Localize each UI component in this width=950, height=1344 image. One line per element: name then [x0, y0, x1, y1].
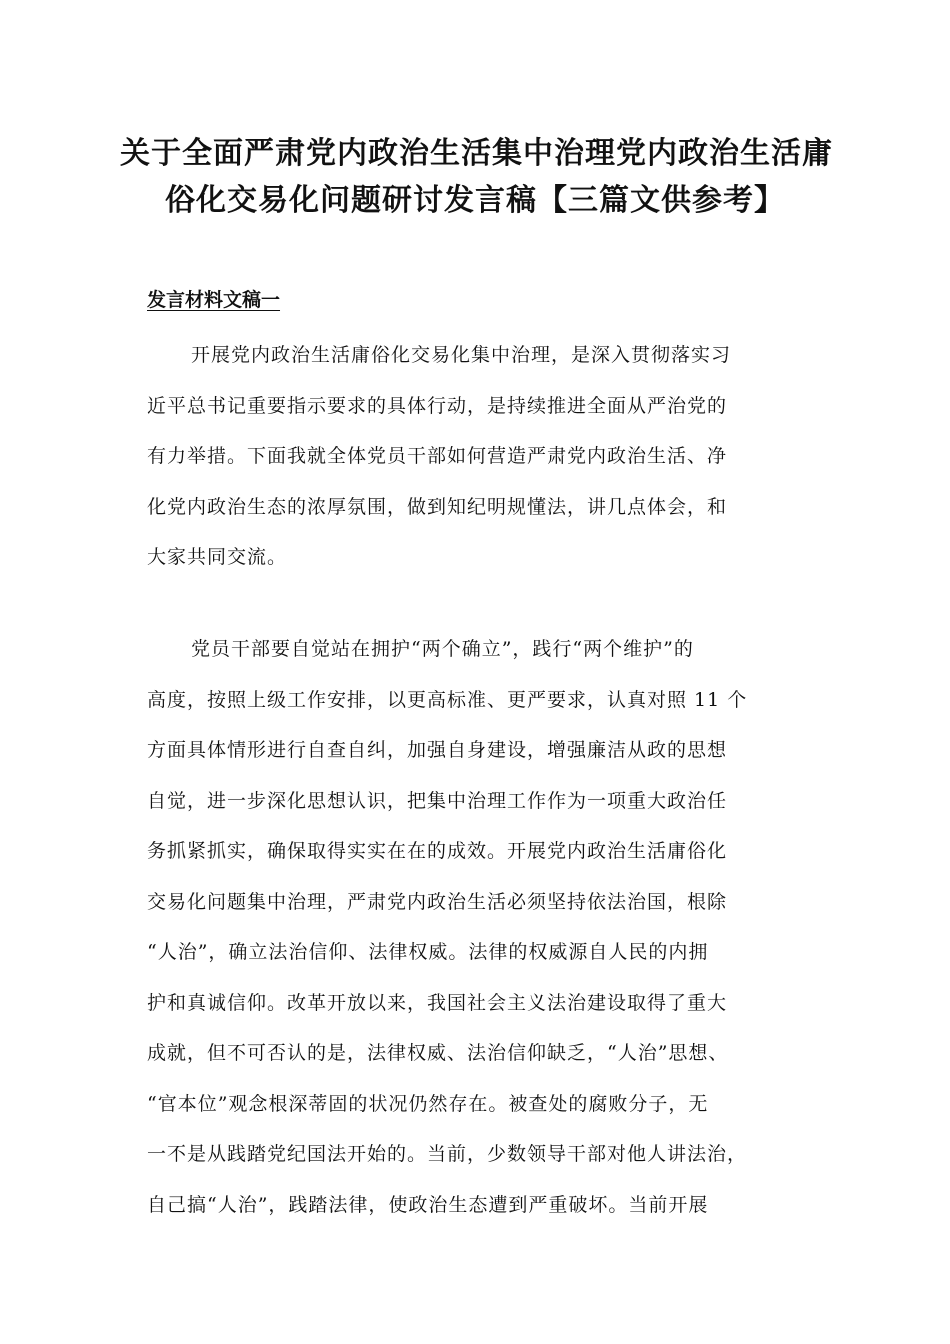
paragraph-line: 护和真诚信仰。改革开放以来，我国社会主义法治建设取得了重大: [147, 991, 728, 1014]
paragraph-line: 交易化问题集中治理，严肃党内政治生活必须坚持依法治国，根除: [147, 890, 728, 913]
paragraph-line: 成就，但不可否认的是，法律权威、法治信仰缺乏，“人治”思想、: [147, 1042, 729, 1064]
paragraph: [147, 624, 803, 1230]
document-title: [120, 130, 833, 224]
paragraph-line: 自觉，进一步深化思想认识，把集中治理工作作为一项重大政治任: [147, 789, 728, 812]
paragraph-line: 化党内政治生态的浓厚氛围，做到知纪明规懂法，讲几点体会，和: [147, 495, 728, 518]
paragraph-line: 近平总书记重要指示要求的具体行动，是持续推进全面从严治党的: [147, 394, 728, 417]
paragraph-line: 高度，按照上级工作安排，以更高标准、更严要求，认真对照 11 个: [147, 688, 748, 711]
paragraph-line: 务抓紧抓实，确保取得实实在在的成效。开展党内政治生活庸俗化: [147, 840, 728, 862]
paragraph-line: 有力举措。下面我就全体党员干部如何营造严肃党内政治生活、净: [147, 445, 728, 467]
paragraph-line: 一不是从践踏党纪国法开始的。当前，少数领导干部对他人讲法治，: [147, 1143, 748, 1165]
paragraph-line: 党员干部要自觉站在拥护“两个确立”，践行“两个维护”的: [191, 638, 694, 660]
section-heading: 发言材料文稿一: [147, 289, 281, 311]
title-line: 俗化交易化问题研讨发言稿【三篇文供参考】: [165, 183, 785, 218]
paragraph: [147, 330, 803, 583]
title-line: 关于全面严肃党内政治生活集中治理党内政治生活庸: [120, 136, 833, 171]
paragraph-line: 大家共同交流。: [147, 546, 288, 568]
paragraph-line: “人治”，确立法治信仰、法律权威。法律的权威源自人民的内拥: [147, 941, 709, 963]
paragraph-line: 方面具体情形进行自查自纠，加强自身建设，增强廉洁从政的思想: [147, 739, 728, 761]
paragraph-line: 自己搞“人治”，践踏法律，使政治生态遭到严重破坏。当前开展: [147, 1193, 709, 1216]
paragraph-line: 开展党内政治生活庸俗化交易化集中治理，是深入贯彻落实习: [191, 344, 732, 366]
paragraph-line: “官本位”观念根深蒂固的状况仍然存在。被查处的腐败分子，无: [147, 1092, 709, 1115]
